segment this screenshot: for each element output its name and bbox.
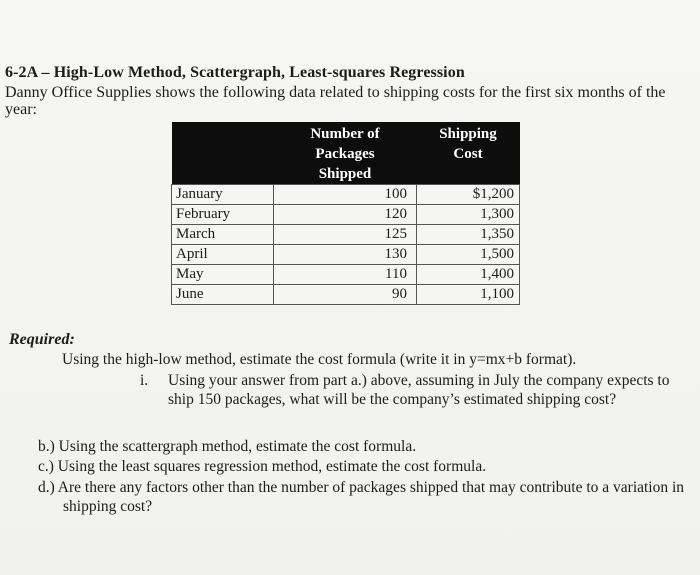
- cell-packages: 90: [274, 285, 417, 305]
- header-packages-line3: Shipped: [318, 166, 372, 182]
- question-a: Using the high-low method, estimate the cost formula (write it in y=mx+b format).: [62, 351, 577, 368]
- problem-intro: Danny Office Supplies shows the following data related to shipping costs for the first six months of the year:: [5, 84, 666, 118]
- table-row: [172, 205, 520, 225]
- table-row: [172, 265, 520, 285]
- cell-packages: 100: [274, 185, 417, 205]
- table-row: [172, 245, 520, 265]
- table-row: [172, 225, 520, 245]
- question-c: c.) Using the least squares regression method, estimate the cost formula.: [38, 458, 487, 475]
- cell-cost: 1,100: [417, 285, 520, 305]
- header-packages-line2: Packages: [315, 146, 375, 162]
- cell-month: January: [172, 185, 274, 205]
- shipping-data-table: [171, 122, 520, 305]
- cell-month: March: [172, 225, 274, 245]
- cell-month: May: [172, 265, 274, 285]
- cell-cost: 1,500: [417, 245, 520, 265]
- cell-packages: 125: [274, 225, 417, 245]
- problem-title: 6-2A – High-Low Method, Scattergraph, Least-squares Regression: [5, 64, 465, 81]
- cell-month: June: [172, 285, 274, 305]
- cell-cost: 1,400: [417, 265, 520, 285]
- cell-packages: 110: [274, 265, 417, 285]
- header-packages-line1: Number of: [310, 126, 380, 142]
- cell-cost: 1,350: [417, 225, 520, 245]
- header-cost-line1: Shipping: [439, 126, 497, 142]
- header-packages: [274, 122, 417, 185]
- table-row: [172, 285, 520, 305]
- question-a-i-text: Using your answer from part a.) above, assuming in July the company expects to ship 150 packages, what will be the company’s estimated shipping cost?: [168, 372, 670, 408]
- cell-packages: 120: [274, 205, 417, 225]
- cell-month: April: [172, 245, 274, 265]
- cell-packages: 130: [274, 245, 417, 265]
- question-a-i: [140, 371, 680, 409]
- question-a-i-marker: i.: [140, 372, 149, 389]
- question-d-text: d.) Are there any factors other than the number of packages shipped that may contribute to a variation in shipping cost?: [38, 479, 685, 515]
- cell-cost: 1,300: [417, 205, 520, 225]
- table-row: [172, 185, 520, 205]
- header-month-blank: [172, 122, 274, 185]
- header-cost: [417, 122, 520, 185]
- required-heading: Required:: [9, 331, 75, 348]
- cell-cost: $1,200: [417, 185, 520, 205]
- table-header-row: [172, 122, 520, 185]
- header-cost-line2: Cost: [453, 146, 483, 162]
- question-b: b.) Using the scattergraph method, estimate the cost formula.: [38, 438, 417, 455]
- cell-month: February: [172, 205, 274, 225]
- question-d: [38, 478, 688, 516]
